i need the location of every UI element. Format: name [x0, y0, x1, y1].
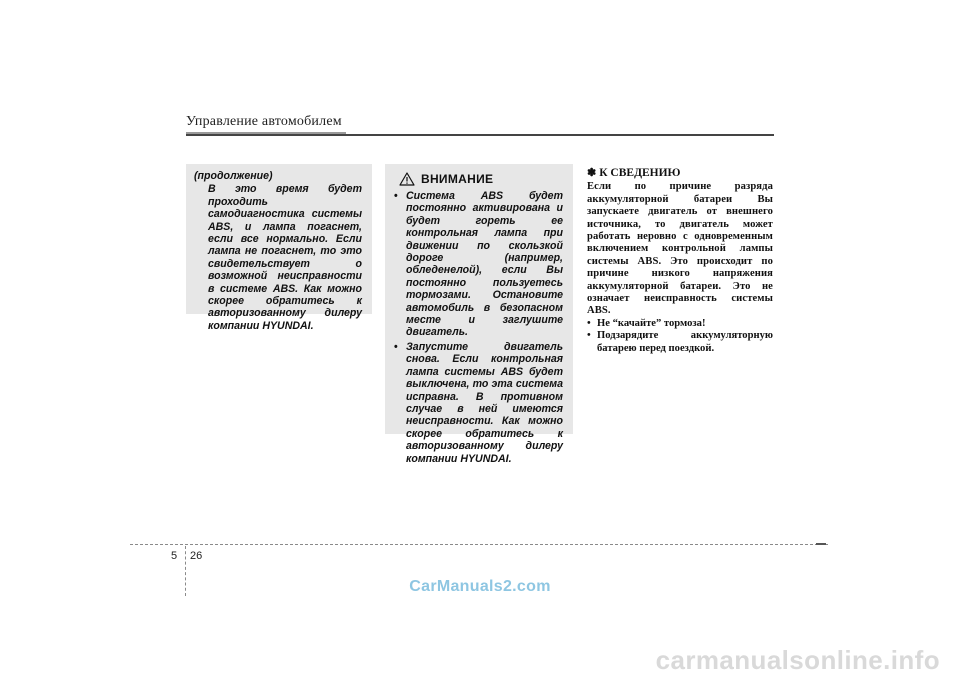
- info-note-item: • Подзарядите аккумуляторную батарею перед поездкой.: [587, 330, 773, 355]
- warning-item: • Запустите двигатель снова. Если контрольная лампа системы ABS будет выключена, то эта система исправна. В противном случае в ней имеются неисправности. Как можно скорее обратитесь к авторизованному дилеру компании HYUNDAI.: [393, 341, 563, 465]
- info-note-item: • Не “качайте” тормоза!: [587, 318, 773, 330]
- info-note-body: Если по причине разряда аккумуляторной батареи Вы запускаете двигатель от внешнего источника, то двигатель может работать неровно с одновременным включением контрольной лампы системы ABS. Это происходит по причине низкого напряжения аккумуляторной батареи. Это не означает неисправность системы ABS.: [587, 181, 773, 317]
- section-title: Управление автомобилем: [186, 114, 342, 129]
- warning-triangle-icon: [399, 172, 415, 186]
- watermark-top: CarManuals2.com: [409, 578, 551, 595]
- continued-label: (продолжение): [194, 170, 273, 182]
- page-header: [186, 114, 774, 130]
- continued-text: В это время будет проходить самодиагностика системы ABS, и лампа погаснет, если все нормально. Если лампа не погаснет, то это свидетельствует о возможной неисправности в системе ABS. Как можно скорее обратитесь к авторизованному дилеру компании HYUNDAI.: [208, 183, 362, 332]
- warning-item: • Система ABS будет постоянно активирована и будет гореть ее контрольная лампа при движении по скользкой дороге (например, обледенелой), если Вы постоянно пользуетесь тормозами. Остановите автомобиль в безопасном месте и заглушите двигатель.: [393, 190, 563, 339]
- warning-box: [385, 164, 573, 465]
- header-rule: [186, 134, 774, 136]
- warning-list: [393, 190, 563, 465]
- chapter-number: 5: [171, 550, 178, 562]
- info-note-list: [587, 318, 773, 355]
- footer-rule-end: [816, 543, 826, 545]
- info-note-header: [587, 167, 773, 179]
- warning-title: ВНИМАНИЕ: [421, 172, 494, 186]
- warning-header: [399, 172, 563, 186]
- info-note: [587, 167, 773, 355]
- footer-rule: [130, 544, 828, 545]
- info-note-title: К СВЕДЕНИЮ: [599, 167, 681, 179]
- continued-note-box: [186, 164, 372, 332]
- asterisk-icon: ✽: [587, 167, 597, 179]
- watermark-bottom: carmanualsonline.info: [655, 645, 940, 675]
- page-number: 26: [190, 550, 203, 562]
